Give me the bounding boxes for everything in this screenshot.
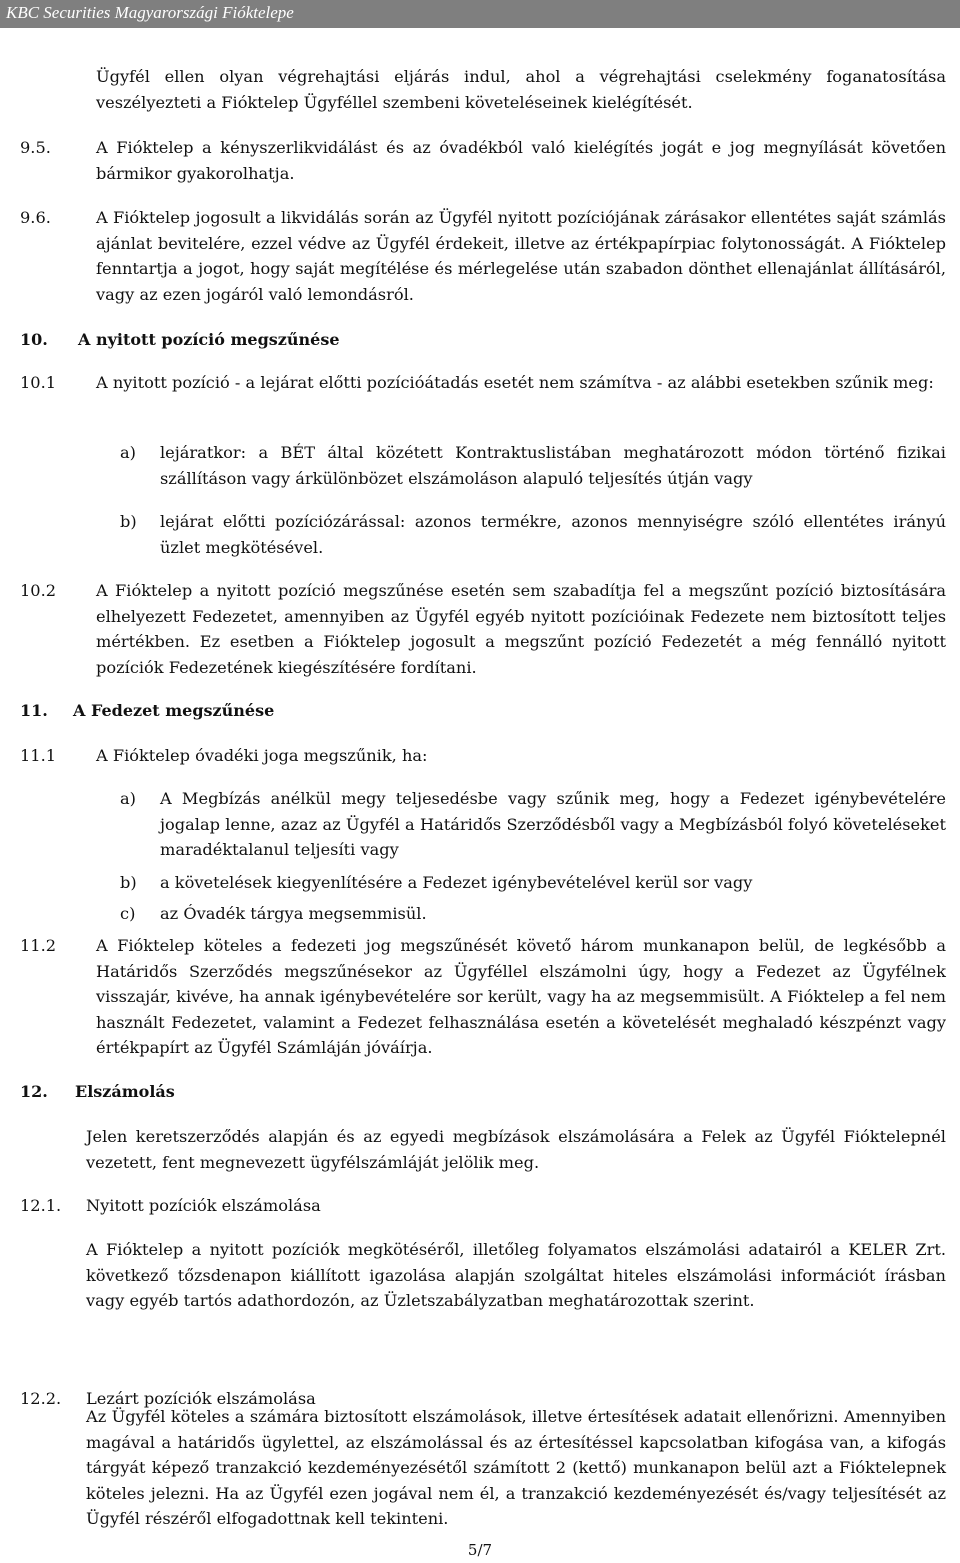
section-10-heading: A nyitott pozíció megszűnése	[78, 330, 340, 349]
section-number-9-5: 9.5.	[20, 138, 51, 157]
section-9-6-text: A Fióktelep jogosult a likvidálás során az Ügyfél nyitott pozíciójának zárásakor ellentétes saját számlás ajánlat bevitelére, ezzel védve az Ügyfél érdekeit, illetve az értékpapírpiac folytonosságát. A Fióktelep fenntartja a jogot, hogy saját megítélése és mérlegelése után szabadon dönthet ellenajánlat állításáról, vagy az ezen jogáról való lemondásról.	[96, 208, 946, 304]
section-number-11-2: 11.2	[20, 936, 57, 955]
list-item-10-1-a: lejáratkor: a BÉT által közétett Kontraktuslistában meghatározott módon történő fizikai szállításon vagy árkülönbözet elszámoláson alapuló teljesítés útján vagy	[160, 443, 946, 488]
section-9-5-text: A Fióktelep a kényszerlikvidálást és az óvadékból való kielégítés jogát e jog megnyílását követően bármikor gyakorolhatja.	[96, 138, 946, 183]
intro-paragraph: Ügyfél ellen olyan végrehajtási eljárás indul, ahol a végrehajtási cselekmény foganatosítása veszélyezteti a Fióktelep Ügyféllel szembeni követeléseinek kielégítését.	[96, 67, 946, 112]
section-10-1-text: A nyitott pozíció - a lejárat előtti pozícióátadás esetét nem számítva - az alábbi esetekben szűnik meg:	[96, 373, 934, 392]
section-12-text: Jelen keretszerződés alapján és az egyedi megbízások elszámolására a Felek az Ügyfél Fióktelepnél vezetett, fent megnevezett ügyfélszámláját jelölik meg.	[86, 1127, 946, 1172]
list-label-11-1-b: b)	[120, 873, 137, 892]
section-12-1-heading: Nyitott pozíciók elszámolása	[86, 1196, 321, 1215]
section-12-heading: Elszámolás	[75, 1082, 175, 1101]
list-label-10-1-a: a)	[120, 443, 136, 462]
list-item-11-1-a: A Megbízás anélkül megy teljesedésbe vagy szűnik meg, hogy a Fedezet igénybevételére jogalap lenne, azaz az Ügyfél a Határidős Szerződésből vagy a Megbízásból folyó követeléseket maradéktalanul teljesíti vagy	[160, 789, 946, 859]
header-title: KBC Securities Magyarországi Fióktelepe	[6, 3, 294, 22]
section-11-1-text: A Fióktelep óvadéki joga megszűnik, ha:	[96, 746, 428, 765]
list-label-11-1-a: a)	[120, 789, 136, 808]
section-11-heading: A Fedezet megszűnése	[73, 701, 275, 720]
section-number-12-2: 12.2.	[20, 1389, 62, 1408]
list-item-11-1-b: a követelések kiegyenlítésére a Fedezet igénybevételével kerül sor vagy	[160, 873, 753, 892]
section-11-2-text: A Fióktelep köteles a fedezeti jog megszűnését követő három munkanapon belül, de legkésőbb a Határidős Szerződés megszűnésekor az Ügyféllel elszámolni úgy, hogy a Fedezet az Ügyfélnek visszajár, kivéve, ha annak igénybevételére sor került, vagy ha az megsemmisült. A Fióktelep a fel nem használt Fedezetet, valamint a Fedezet felhasználása esetén a követelését meghaladó készpénzt vagy értékpapírt az Ügyfél Számláján jóváírja.	[96, 936, 946, 1057]
list-label-10-1-b: b)	[120, 512, 137, 531]
section-number-11-1: 11.1	[20, 746, 57, 765]
section-12-2-heading: Lezárt pozíciók elszámolása	[86, 1389, 316, 1408]
section-12-1-text: A Fióktelep a nyitott pozíciók megkötéséről, illetőleg folyamatos elszámolási adatairól a KELER Zrt. következő tőzsdenapon kiállított igazolása alapján szolgáltat hiteles elszámolási információt írásban vagy egyéb tartós adathordozón, az Üzletszabályzatban meghatározottak szerint.	[86, 1240, 946, 1310]
section-number-9-6: 9.6.	[20, 208, 51, 227]
section-10-2-text: A Fióktelep a nyitott pozíció megszűnése esetén sem szabadítja fel a megszűnt pozíció biztosítására elhelyezett Fedezetet, amennyiben az Ügyfél egyéb nyitott pozícióinak Fedezete nem biztosított teljes mértékben. Ez esetben a Fióktelep jogosult a megszűnt pozíció Fedezetét a még fennálló nyitott pozíciók Fedezetének kiegészítésére fordítani.	[96, 581, 946, 677]
section-number-12-1: 12.1.	[20, 1196, 62, 1215]
section-number-10-1: 10.1	[20, 373, 57, 392]
page-header	[0, 0, 960, 28]
list-label-11-1-c: c)	[120, 904, 136, 923]
section-number-12: 12.	[20, 1082, 48, 1101]
section-number-10-2: 10.2	[20, 581, 57, 600]
list-item-10-1-b: lejárat előtti pozíciózárással: azonos termékre, azonos mennyiségre szóló ellentétes irányú üzlet megkötésével.	[160, 512, 946, 557]
page-number: 5/7	[467, 1541, 493, 1559]
section-12-2-text: Az Ügyfél köteles a számára biztosított elszámolások, illetve értesítések adatait ellenőrizni. Amennyiben magával a határidős ügylettel, az elszámolással és az értesítéssel kapcsolatban kifogása van, a kifogás tárgyát képező tranzakció kezdeményezésétől számított 2 (kettő) munkanapon belül azt a Fióktelepnek köteles jelezni. Ha az Ügyfél ezen jogával nem él, a tranzakció kezdeményezését és/vagy teljesítését az Ügyfél részéről elfogadottnak kell tekinteni.	[86, 1407, 946, 1528]
section-number-10: 10.	[20, 330, 48, 349]
list-item-11-1-c: az Óvadék tárgya megsemmisül.	[160, 904, 427, 923]
section-number-11: 11.	[20, 701, 48, 720]
